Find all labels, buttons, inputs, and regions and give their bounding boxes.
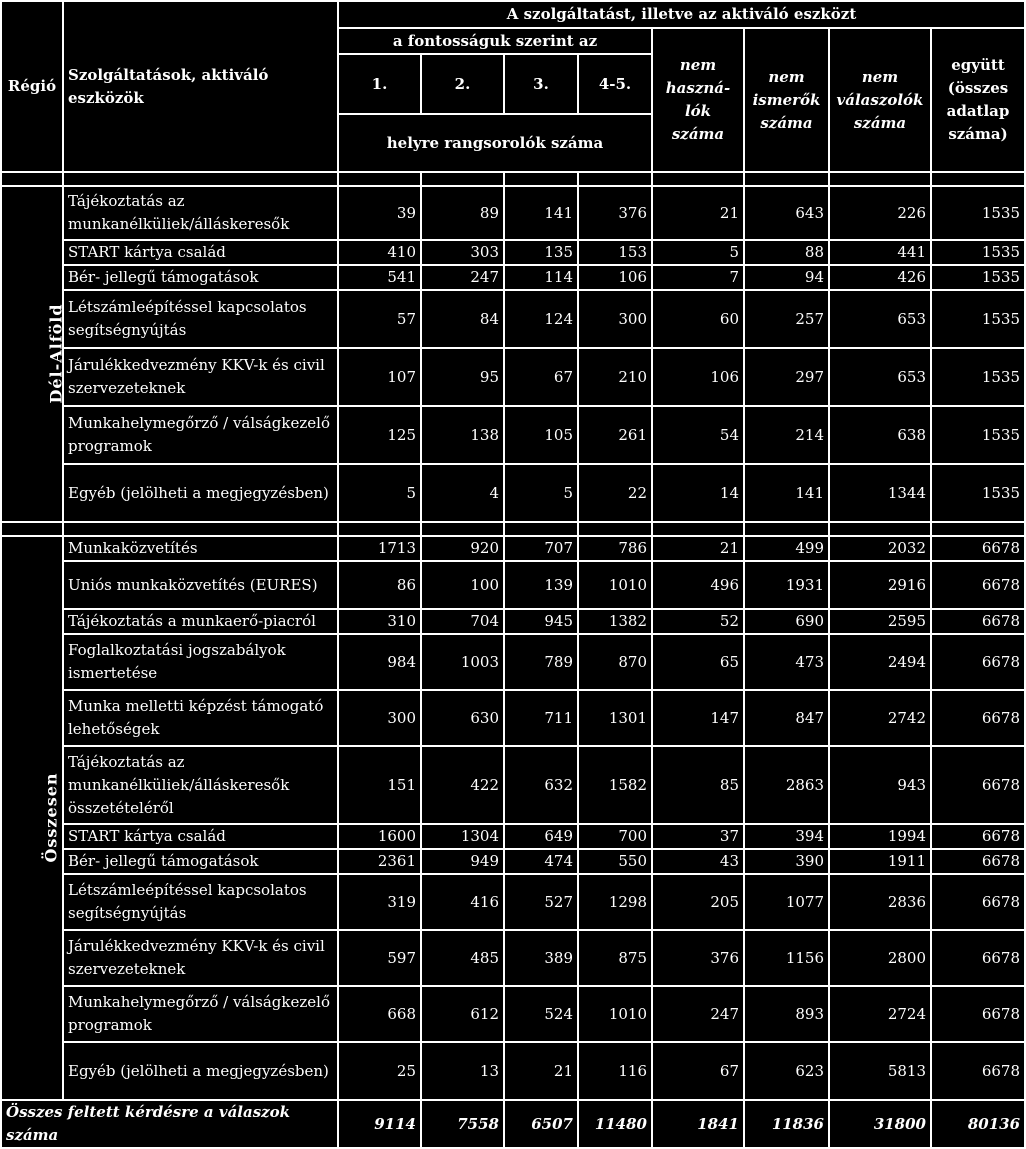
service-name <box>63 824 338 849</box>
total-value-cell: 11480 <box>578 1100 652 1148</box>
value-cell: 94 <box>744 265 829 290</box>
table-row <box>1 265 1025 290</box>
service-name <box>63 240 338 265</box>
total-label: Összes feltett kérdésre a válaszok száma <box>1 1100 338 1148</box>
value-cell: 5 <box>504 464 578 522</box>
value-cell: 6678 <box>931 1042 1025 1100</box>
service-name-line: Munkahelymegőrző / válságkezelő <box>68 414 330 432</box>
service-name-line: START kártya család <box>68 243 226 261</box>
value-cell: 6678 <box>931 874 1025 930</box>
value-cell: 1077 <box>744 874 829 930</box>
service-name-line: Tájékoztatás az <box>68 752 185 771</box>
header-not-users: nem haszná- lók száma <box>652 28 744 172</box>
value-cell: 2836 <box>829 874 931 930</box>
value-cell: 541 <box>338 265 421 290</box>
value-cell: 57 <box>338 290 421 348</box>
value-cell: 707 <box>504 536 578 561</box>
total-value-cell: 11836 <box>744 1100 829 1148</box>
value-cell: 6678 <box>931 746 1025 824</box>
value-cell: 630 <box>421 690 504 746</box>
region-label: Dél-Alföld <box>46 303 66 404</box>
value-cell: 1156 <box>744 930 829 986</box>
value-cell: 1582 <box>578 746 652 824</box>
value-cell: 89 <box>421 186 504 240</box>
value-cell: 247 <box>652 986 744 1042</box>
value-cell: 2800 <box>829 930 931 986</box>
service-name <box>63 186 338 240</box>
value-cell: 945 <box>504 609 578 634</box>
value-cell: 6678 <box>931 561 1025 609</box>
table-row <box>1 240 1025 265</box>
value-cell: 597 <box>338 930 421 986</box>
value-cell: 649 <box>504 824 578 849</box>
value-cell: 65 <box>652 634 744 690</box>
service-name-line: Munkahelymegőrző / válságkezelő <box>68 993 330 1011</box>
value-cell: 297 <box>744 348 829 406</box>
value-cell: 214 <box>744 406 829 464</box>
table-row <box>1 464 1025 522</box>
value-cell: 13 <box>421 1042 504 1100</box>
value-cell: 88 <box>744 240 829 265</box>
value-cell: 52 <box>652 609 744 634</box>
value-cell: 643 <box>744 186 829 240</box>
value-cell: 376 <box>578 186 652 240</box>
value-cell: 1535 <box>931 464 1025 522</box>
value-cell: 139 <box>504 561 578 609</box>
value-cell: 893 <box>744 986 829 1042</box>
value-cell: 389 <box>504 930 578 986</box>
value-cell: 638 <box>829 406 931 464</box>
service-name <box>63 746 338 824</box>
header-region: Régió <box>1 1 63 172</box>
value-cell: 106 <box>578 265 652 290</box>
table-row <box>1 986 1025 1042</box>
value-cell: 138 <box>421 406 504 464</box>
region-label: Összesen <box>41 772 61 863</box>
total-value-cell: 9114 <box>338 1100 421 1148</box>
region-cell <box>1 186 66 522</box>
header-importance: a fontosságuk szerint az <box>338 28 652 54</box>
service-name-line: Tájékoztatás az <box>68 192 185 210</box>
value-cell: 1301 <box>578 690 652 746</box>
value-cell: 107 <box>338 348 421 406</box>
value-cell: 376 <box>652 930 744 986</box>
value-cell: 21 <box>504 1042 578 1100</box>
value-cell: 499 <box>744 536 829 561</box>
value-cell: 1535 <box>931 406 1025 464</box>
value-cell: 943 <box>829 746 931 824</box>
total-row <box>1 1100 1025 1148</box>
value-cell: 5 <box>652 240 744 265</box>
service-name-line: ismertetése <box>68 664 158 682</box>
value-cell: 1994 <box>829 824 931 849</box>
value-cell: 1600 <box>338 824 421 849</box>
header-rank-2: 2. <box>421 54 504 114</box>
value-cell: 25 <box>338 1042 421 1100</box>
value-cell: 261 <box>578 406 652 464</box>
value-cell: 210 <box>578 348 652 406</box>
service-name-line: Egyéb (jelölheti a megjegyzésben) <box>68 483 329 502</box>
value-cell: 1713 <box>338 536 421 561</box>
value-cell: 106 <box>652 348 744 406</box>
region-cell <box>1 536 63 1100</box>
value-cell: 1298 <box>578 874 652 930</box>
total-value-cell: 80136 <box>931 1100 1025 1148</box>
service-name-line: munkanélküliek/álláskeresők <box>68 775 290 794</box>
value-cell: 690 <box>744 609 829 634</box>
value-cell: 441 <box>829 240 931 265</box>
service-name-line: Létszámleépítéssel kapcsolatos <box>68 881 307 899</box>
value-cell: 6678 <box>931 536 1025 561</box>
header-rank-4-5: 4-5. <box>578 54 652 114</box>
value-cell: 653 <box>829 348 931 406</box>
value-cell: 6678 <box>931 930 1025 986</box>
value-cell: 310 <box>338 609 421 634</box>
value-cell: 85 <box>652 746 744 824</box>
value-cell: 5813 <box>829 1042 931 1100</box>
service-name <box>63 348 338 406</box>
value-cell: 116 <box>578 1042 652 1100</box>
service-name-line: Létszámleépítéssel kapcsolatos <box>68 298 307 316</box>
value-cell: 984 <box>338 634 421 690</box>
header-rank-1: 1. <box>338 54 421 114</box>
value-cell: 711 <box>504 690 578 746</box>
value-cell: 700 <box>578 824 652 849</box>
value-cell: 37 <box>652 824 744 849</box>
service-name <box>63 464 338 522</box>
table-row <box>1 536 1025 561</box>
value-cell: 786 <box>578 536 652 561</box>
value-cell: 67 <box>652 1042 744 1100</box>
header-not-know: nem ismerők száma <box>744 28 829 172</box>
table-row <box>1 634 1025 690</box>
service-name <box>63 536 338 561</box>
service-name <box>63 609 338 634</box>
value-cell: 550 <box>578 849 652 874</box>
value-cell: 920 <box>421 536 504 561</box>
value-cell: 6678 <box>931 849 1025 874</box>
value-cell: 847 <box>744 690 829 746</box>
value-cell: 2595 <box>829 609 931 634</box>
value-cell: 394 <box>744 824 829 849</box>
table-body <box>1 186 1025 1148</box>
header-services: Szolgáltatások, aktiváló eszközök <box>63 1 338 172</box>
value-cell: 2494 <box>829 634 931 690</box>
value-cell: 1304 <box>421 824 504 849</box>
header-top: A szolgáltatást, illetve az aktiváló eszközt <box>338 1 1025 28</box>
value-cell: 1535 <box>931 186 1025 240</box>
service-name-line: Bér- jellegű támogatások <box>68 268 259 286</box>
table-row <box>1 849 1025 874</box>
value-cell: 105 <box>504 406 578 464</box>
service-name-line: Munka melletti képzést támogató <box>68 697 324 715</box>
value-cell: 949 <box>421 849 504 874</box>
value-cell: 135 <box>504 240 578 265</box>
service-name-line: segítségnyújtás <box>68 321 187 339</box>
value-cell: 410 <box>338 240 421 265</box>
value-cell: 151 <box>338 746 421 824</box>
value-cell: 247 <box>421 265 504 290</box>
total-value-cell: 1841 <box>652 1100 744 1148</box>
value-cell: 67 <box>504 348 578 406</box>
value-cell: 870 <box>578 634 652 690</box>
value-cell: 100 <box>421 561 504 609</box>
value-cell: 473 <box>744 634 829 690</box>
value-cell: 1344 <box>829 464 931 522</box>
value-cell: 84 <box>421 290 504 348</box>
service-name-line: programok <box>68 437 152 455</box>
value-cell: 653 <box>829 290 931 348</box>
total-value-cell: 7558 <box>421 1100 504 1148</box>
value-cell: 1911 <box>829 849 931 874</box>
service-name-line: segítségnyújtás <box>68 904 187 922</box>
value-cell: 1931 <box>744 561 829 609</box>
value-cell: 141 <box>504 186 578 240</box>
value-cell: 632 <box>504 746 578 824</box>
value-cell: 6678 <box>931 824 1025 849</box>
value-cell: 2361 <box>338 849 421 874</box>
service-name-line: Egyéb (jelölheti a megjegyzésben) <box>68 1061 329 1080</box>
value-cell: 14 <box>652 464 744 522</box>
service-name-line: Foglalkoztatási jogszabályok <box>68 641 286 659</box>
value-cell: 2032 <box>829 536 931 561</box>
table-row <box>1 690 1025 746</box>
service-name-line: Járulékkedvezmény KKV-k és civil <box>68 937 325 955</box>
header-rank-caption: helyre rangsorolók száma <box>338 114 652 172</box>
table-row <box>1 561 1025 609</box>
value-cell: 39 <box>338 186 421 240</box>
value-cell: 6678 <box>931 986 1025 1042</box>
service-name-line: Bér- jellegű támogatások <box>68 852 259 870</box>
value-cell: 2916 <box>829 561 931 609</box>
value-cell: 6678 <box>931 609 1025 634</box>
value-cell: 426 <box>829 265 931 290</box>
value-cell: 875 <box>578 930 652 986</box>
value-cell: 612 <box>421 986 504 1042</box>
table-row <box>1 186 1025 240</box>
value-cell: 1535 <box>931 240 1025 265</box>
service-name <box>63 930 338 986</box>
value-cell: 7 <box>652 265 744 290</box>
service-name-line: Tájékoztatás a munkaerő-piacról <box>68 612 316 630</box>
value-cell: 147 <box>652 690 744 746</box>
service-name <box>63 290 338 348</box>
service-name-line: szervezeteknek <box>68 379 186 397</box>
value-cell: 524 <box>504 986 578 1042</box>
value-cell: 125 <box>338 406 421 464</box>
table-row <box>1 930 1025 986</box>
table-row <box>1 824 1025 849</box>
value-cell: 4 <box>421 464 504 522</box>
table-row <box>1 348 1025 406</box>
value-cell: 141 <box>744 464 829 522</box>
value-cell: 86 <box>338 561 421 609</box>
value-cell: 54 <box>652 406 744 464</box>
value-cell: 527 <box>504 874 578 930</box>
value-cell: 416 <box>421 874 504 930</box>
value-cell: 95 <box>421 348 504 406</box>
value-cell: 153 <box>578 240 652 265</box>
header-rank-3: 3. <box>504 54 578 114</box>
table-row <box>1 746 1025 824</box>
value-cell: 2742 <box>829 690 931 746</box>
service-name <box>63 561 338 609</box>
value-cell: 623 <box>744 1042 829 1100</box>
service-name-line: Uniós munkaközvetítés (EURES) <box>68 575 318 594</box>
value-cell: 319 <box>338 874 421 930</box>
value-cell: 21 <box>652 186 744 240</box>
value-cell: 668 <box>338 986 421 1042</box>
service-name <box>63 986 338 1042</box>
value-cell: 1382 <box>578 609 652 634</box>
value-cell: 1535 <box>931 290 1025 348</box>
value-cell: 485 <box>421 930 504 986</box>
service-name <box>63 265 338 290</box>
service-name-line: munkanélküliek/álláskeresők <box>68 215 290 233</box>
value-cell: 1535 <box>931 348 1025 406</box>
value-cell: 789 <box>504 634 578 690</box>
value-cell: 1010 <box>578 561 652 609</box>
table-row <box>1 609 1025 634</box>
value-cell: 496 <box>652 561 744 609</box>
service-name <box>63 690 338 746</box>
value-cell: 5 <box>338 464 421 522</box>
table-row <box>1 1042 1025 1100</box>
value-cell: 226 <box>829 186 931 240</box>
table-row <box>1 290 1025 348</box>
service-name <box>63 406 338 464</box>
value-cell: 6678 <box>931 634 1025 690</box>
total-value-cell: 31800 <box>829 1100 931 1148</box>
header-not-answer: nem válaszolók száma <box>829 28 931 172</box>
value-cell: 422 <box>421 746 504 824</box>
value-cell: 2724 <box>829 986 931 1042</box>
value-cell: 60 <box>652 290 744 348</box>
value-cell: 21 <box>652 536 744 561</box>
value-cell: 300 <box>338 690 421 746</box>
total-value-cell: 6507 <box>504 1100 578 1148</box>
value-cell: 474 <box>504 849 578 874</box>
value-cell: 704 <box>421 609 504 634</box>
value-cell: 22 <box>578 464 652 522</box>
service-name-line: START kártya család <box>68 827 226 845</box>
service-name-line: szervezeteknek <box>68 960 186 978</box>
value-cell: 1010 <box>578 986 652 1042</box>
service-name <box>63 849 338 874</box>
value-cell: 1003 <box>421 634 504 690</box>
service-name-line: Munkaközvetítés <box>68 539 198 557</box>
value-cell: 6678 <box>931 690 1025 746</box>
value-cell: 257 <box>744 290 829 348</box>
service-name-line: lehetőségek <box>68 720 160 738</box>
table-row <box>1 406 1025 464</box>
value-cell: 43 <box>652 849 744 874</box>
value-cell: 114 <box>504 265 578 290</box>
service-name-line: Járulékkedvezmény KKV-k és civil <box>68 356 325 374</box>
value-cell: 205 <box>652 874 744 930</box>
service-name <box>63 1042 338 1100</box>
value-cell: 390 <box>744 849 829 874</box>
value-cell: 303 <box>421 240 504 265</box>
header-total: együtt (összes adatlap száma) <box>931 28 1025 172</box>
value-cell: 300 <box>578 290 652 348</box>
value-cell: 124 <box>504 290 578 348</box>
service-name <box>63 874 338 930</box>
value-cell: 2863 <box>744 746 829 824</box>
value-cell: 1535 <box>931 265 1025 290</box>
table-row <box>1 874 1025 930</box>
service-name <box>63 634 338 690</box>
service-name-line: összetételéről <box>68 798 174 817</box>
service-name-line: programok <box>68 1016 152 1034</box>
